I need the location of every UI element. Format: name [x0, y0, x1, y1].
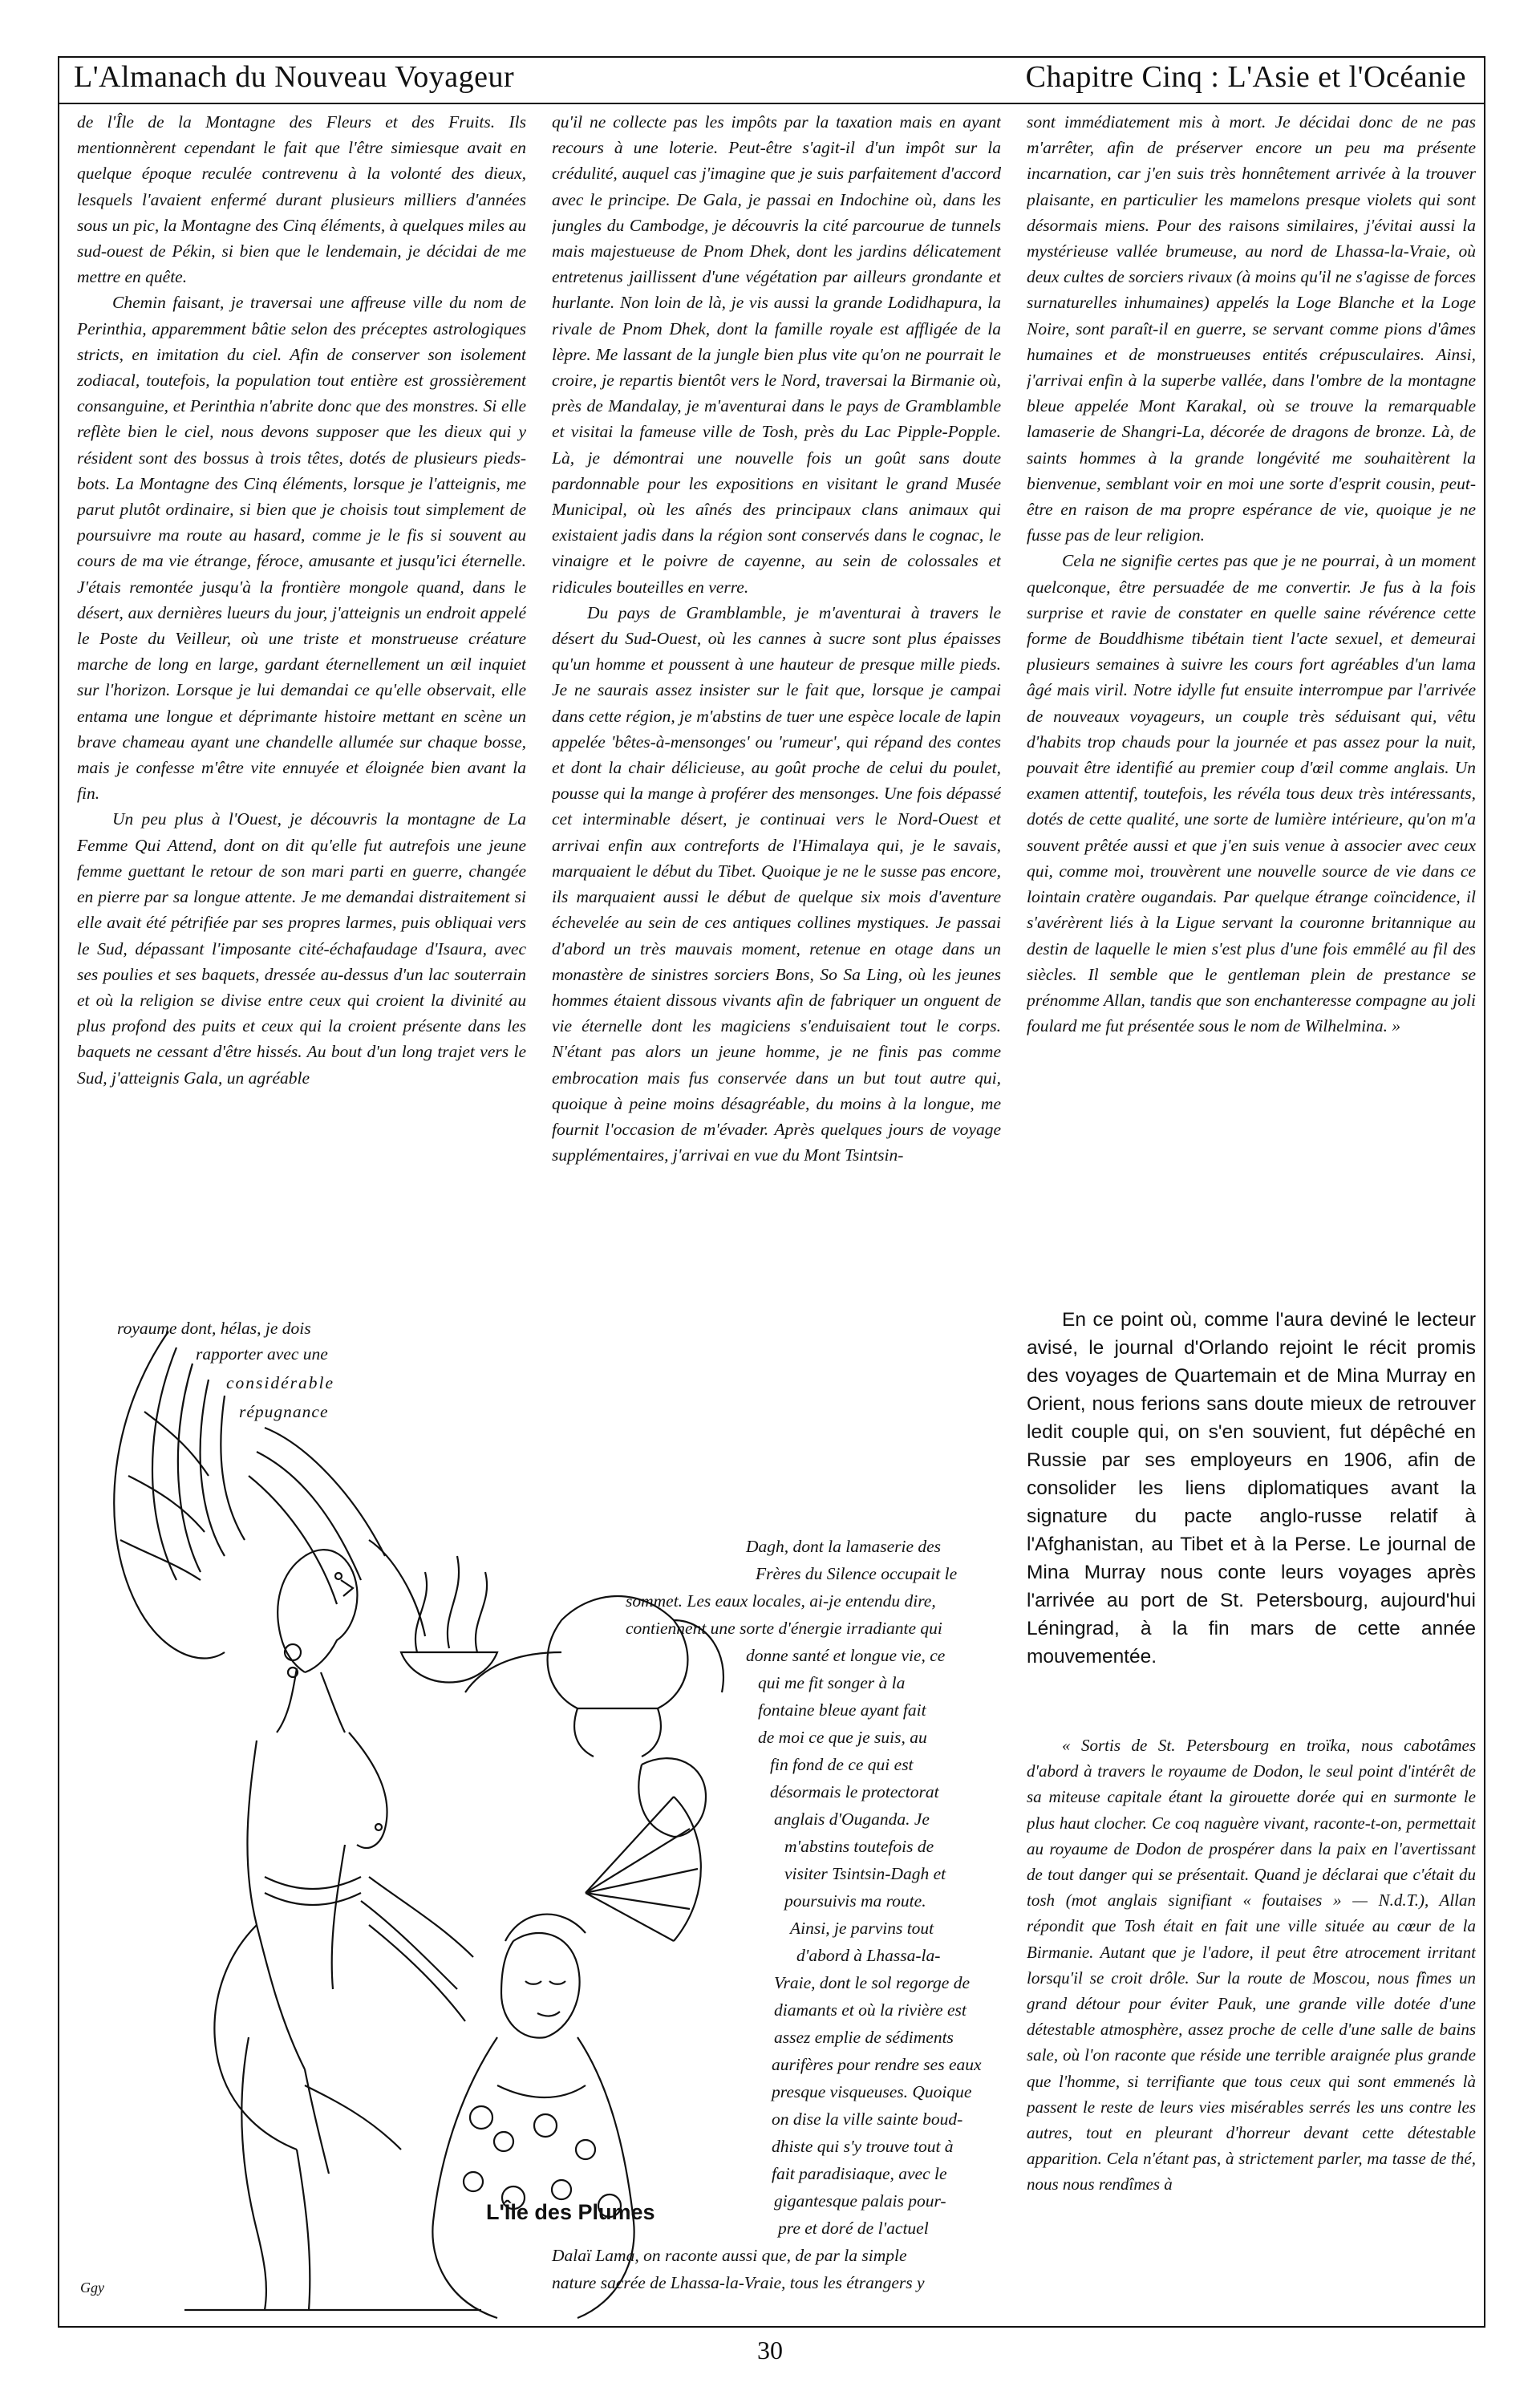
wrap-line: aurifères pour rendre ses eaux [772, 2055, 982, 2074]
paragraph-upright: En ce point où, comme l'aura deviné le lecteur avisé, le journal d'Orlando rejoint le récit promis des voyages de Quartemain et de Mina Murray en Orient, nous ferions sans doute mieux de retrouver ledit couple qui, on s'en souvient, fut dépêché en Russie par ses employeurs en 1906, afin de consolider les liens diplomatiques avant la signature du pacte anglo-russe relatif à l'Afghanistan, au Tibet et à la Perse. Le journal de Mina Murray nous conte leurs voyages après l'arrivée au port de St. Petersbourg, aujourd'hui Léningrad, à la fin mars de cette année mouvementée. [1027, 1309, 1476, 1668]
wrap-line: contiennent une sorte d'énergie irradiante qui [626, 1619, 942, 1638]
header-rule [58, 103, 1485, 104]
wrap-line: poursuivis ma route. [784, 1891, 926, 1911]
paragraph: sont immédiatement mis à mort. Je décidai donc de ne pas m'arrêter, afin de préserver encore un peu ma présente incarnation, car j'en suis très honnêtement arrivée à la trouver plaisante, en particulier les mamelons presque violets qui sont désormais miens. Pour des raisons similaires, j'évitai aussi la mystérieuse vallée brumeuse, au nord de Lhassa-la-Vraie, où deux cultes de sorciers rivaux (à moins qu'il ne s'agisse de forces surnaturelles inhumaines) appelés la Loge Blanche et la Loge Noire, sont paraît-il en guerre, se servant comme pions d'âmes humaines et de monstrueuses entités crépusculaires. Ainsi, j'arrivai enfin à la superbe vallée, dans l'ombre de la montagne bleue appelée Mont Karakal, où se trouve la remarquable lamaserie de Shangri-La, décorée de dragons de bronze. Là, de saints hommes à la grande longévité me souhaitèrent la bienvenue, semblant voir en moi une sorte d'esprit cousin, peut-être en raison de ma propre espérance de vie, quoique je ne fusse pas de leur religion. [1027, 112, 1476, 545]
wrap-line: d'abord à Lhassa-la- [796, 1946, 941, 1965]
wrap-line: de moi ce que je suis, au [758, 1728, 927, 1747]
paragraph: de l'Île de la Montagne des Fleurs et des Fruits. Ils mentionnèrent cependant le fait que l'être simiesque avait en quelque époque reculée contrevenu à la volonté des dieux, lesquels l'avaient enfermé durant plusieurs milliers d'années sous un pic, la Montagne des Cinq éléments, à quelques miles au sud-ouest de Pékin, si bien que le lendemain, je décidai de me mettre en quête. [77, 112, 526, 287]
running-header [74, 58, 1466, 103]
wrap-line: fin fond de ce qui est [770, 1755, 914, 1774]
wrap-line: nature sacrée de Lhassa-la-Vraie, tous les étrangers y [552, 2273, 925, 2292]
column-1 [77, 109, 526, 1328]
wrap-line: Frères du Silence occupait le [756, 1564, 958, 1583]
wrap-line: répugnance [239, 1402, 329, 1421]
wrap-line: qui me fit songer à la [758, 1673, 906, 1692]
illustration-ile-des-plumes [64, 1315, 786, 2326]
wrap-line: gigantesque palais pour- [774, 2191, 946, 2211]
artist-signature: Ggy [80, 2280, 104, 2296]
wrap-line: Dalaï Lama, on raconte aussi que, de par la simple [552, 2246, 907, 2265]
paragraph: Du pays de Gramblamble, je m'aventurai à travers le désert du Sud-Ouest, où les cannes à sucre sont plus épaisses qu'un homme et poussent à une hauteur de presque mille pieds. Je ne saurais assez insister sur le fait que, lorsque je campai dans cette région, je m'abstins de tuer une espèce locale de lapin appelée 'bêtes-à-mensonges' ou 'rumeur', qui répand des contes et dont la chair délicieuse, au goût proche de celui du poulet, pousse qui la mange à proférer des mensonges. Une fois dépassé cet interminable désert, je continuai vers le Nord-Ouest et arrivai enfin aux contreforts de l'Himalaya qui, je le savais, marquaient le début du Tibet. Quoique je ne le susse pas encore, ils marquaient aussi le début de quelque six mois d'aventure échevelée au sein de ces antiques collines mystiques. Je passai d'abord un très mauvais moment, retenue en otage dans un monastère de sinistres sorciers Bons, So Sa Ling, où les jeunes hommes étaient dissous vivants afin de fabriquer un onguent de vie éternelle dont les magiciens s'enduisaient tout le corps. N'étant pas alors un jeune homme, je ne finis pas comme embrocation mais fus conservée dans un but tout autre qui, quoique à peine moins désagréable, du moins à la longue, me fournit l'occasion de m'évader. Après quelques jours de voyage supplémentaires, j'arrivai en vue du Mont Tsintsin- [552, 602, 1001, 1165]
header-chapter-title: Chapitre Cinq : L'Asie et l'Océanie [1025, 60, 1466, 94]
paragraph: qu'il ne collecte pas les impôts par la taxation mais en ayant recours à une loterie. Peut-être s'agit-il d'un impôt sur la crédulité, auquel cas j'imagine que je suis parfaitement d'accord avec le principe. De Gala, je passai en Indochine où, dans les jungles du Cambodge, je découvris la cité parcourue de tunnels mais majestueuse de Pnom Dhek, dont les jardins délicatement entretenus jaillissent d'une végétation par ailleurs grondante et hurlante. Non loin de là, je vis aussi la grande Lodidhapura, la rivale de Pnom Dhek, dont la famille royale est affligée de la lèpre. Me lassant de la jungle bien plus vite qu'on ne pourrait le croire, je repartis bientôt vers le Nord, traversai la Birmanie où, près de Mandalay, je m'aventurai dans le pays de Gramblamble et visitai la fameuse ville de Tosh, près du Lac Pipple-Popple. Là, je démontrai une nouvelle fois un goût sans doute pardonnable pour les expositions en visitant le grand Musée Municipal, où les aînés des principaux clans animaux qui existaient jadis dans la région sont conservés dans le cognac, le vinaigre et le poivre de cayenne, au sein de colossales et ridicules bouteilles en verre. [552, 112, 1001, 597]
column-3 [1027, 109, 1476, 1300]
wrap-line: fontaine bleue ayant fait [758, 1700, 926, 1720]
wrap-line: diamants et où la rivière est [774, 2000, 967, 2020]
paragraph: Chemin faisant, je traversai une affreuse ville du nom de Perinthia, apparemment bâtie selon des préceptes astrologiques stricts, en imitation du ciel. Afin de conserver son isolement zodiacal, toutefois, la population tout entière est grossièrement consanguine, et Perinthia n'abrite donc que des monstres. Si elle reflète bien le ciel, nous devons supposer que les dieux qui y résident sont des bossus à trois têtes, dotés de plusieurs pieds-bots. La Montagne des Cinq éléments, lorsque je l'atteignis, me parut plutôt ordinaire, si bien que je choisis tout simplement de poursuivre ma route au hasard, comme je le fis si souvent au cours de ma vie étrange, féroce, amusante et jusqu'ici éternelle. J'étais remontée jusqu'à la frontière mongole quand, dans le désert, aux dernières lueurs du jour, j'atteignis un endroit appelé le Poste du Veilleur, où une triste et monstrueuse créature marche de long en large, gardant éternellement un œil inquiet sur l'horizon. Lorsque je lui demandai ce qu'elle observait, elle entama une longue et déprimante histoire mettant en scène un brave chameau ayant une chandelle allumée sur chaque bosse, mais je confesse m'être vite ennuyée et éloignée bien avant la fin. [77, 293, 526, 804]
column-2 [552, 109, 1001, 1525]
wrap-line: m'abstins toutefois de [784, 1837, 934, 1856]
wrap-line: dhiste qui s'y trouve tout à [772, 2137, 954, 2156]
wrap-line: presque visqueuses. Quoique [772, 2082, 972, 2101]
wrap-line: on dise la ville sainte boud- [772, 2109, 963, 2129]
header-book-title: L'Almanach du Nouveau Voyageur [74, 60, 515, 94]
wrap-line: pre et doré de l'actuel [778, 2219, 929, 2238]
wrap-line: anglais d'Ouganda. Je [774, 1809, 930, 1829]
wrap-line: Vraie, dont le sol regorge de [774, 1973, 971, 1992]
wrap-line: Dagh, dont la lamaserie des [746, 1537, 942, 1556]
paragraph: Un peu plus à l'Ouest, je découvris la montagne de La Femme Qui Attend, dont on dit qu'elle fut autrefois une jeune femme guettant le retour de son mari parti en guerre, changée en pierre par sa longue attente. Je me demandai distraitement si elle avait été pétrifiée par ses propres larmes, puis obliquai vers le Sud, dépassant l'imposante cité-échafaudage d'Isaura, avec ses poulies et ses baquets, dressée au-dessus d'un lac souterrain et où la religion se divise entre ceux qui croient la divinité au plus profond des puits et ceux qui la croient présente dans les baquets ne cessant d'être hissés. Au bout d'un long trajet vers le Sud, j'atteignis Gala, un agréable [77, 809, 526, 1088]
paragraph: Cela ne signifie certes pas que je ne pourrai, à un moment quelconque, être persuadée de me convertir. Je fus à la fois surprise et ravie de constater en quelle saine révérence cette forme de Bouddhisme tibétain tient l'acte sexuel, et demeurai plusieurs semaines à suivre les cours fort agréables d'un lama âgé mais viril. Notre idylle fut ensuite interrompue par l'arrivée de nouveaux voyageurs, un couple très séduisant qui, vêtu d'habits trop chauds pour la journée et pas assez pour la nuit, pouvait être identifié au premier coup d'œil comme anglais. Un examen attentif, toutefois, les révéla tous deux très intéressants, dotés de cette qualité, une sorte de lumière intérieure, qu'on m'a souvent prêtée aussi et que j'en suis venue à associer avec ceux qui, comme moi, trouvèrent une nouvelle source de vie dans ce lointain cratère ougandais. Par quelque étrange coïncidence, il s'avérèrent liés à la Ligue servant la couronne britannique au destin de laquelle le mien s'est plus d'une fois emmêlé au fil des siècles. Il semble que le gentleman plein de prestance se prénomme Allan, tandis que son enchanteresse compagne au joli foulard me fut présentée sous le nom de Wilhelmina. » [1027, 551, 1476, 1036]
wrap-line: considérable [226, 1373, 335, 1392]
wrap-line: donne santé et longue vie, ce [746, 1646, 946, 1665]
wrap-line: assez emplie de sédiments [774, 2028, 954, 2047]
wrap-line: rapporter avec une [196, 1344, 328, 1364]
wrap-line: royaume dont, hélas, je dois [117, 1319, 311, 1338]
wrap-line: sommet. Les eaux locales, ai-je entendu dire, [626, 1591, 936, 1611]
wrap-line: visiter Tsintsin-Dagh et [784, 1864, 946, 1883]
page-number: 30 [757, 2336, 783, 2365]
wrap-line: désormais le protectorat [770, 1782, 939, 1801]
paragraph: « Sortis de St. Petersbourg en troïka, nous cabotâmes d'abord à travers le royaume de Dodon, le seul point d'intérêt de sa miteuse capitale étant la girouette dorée qui en surmonte le plus haut clocher. Ce coq naguère vivant, raconte-t-on, permettait au royaume de Dodon de prospérer dans la paix en l'avertissant de tout danger qui se présentait. Quand je déclarai que c'était du tosh (mot anglais signifiant « foutaises » — N.d.T.), Allan répondit que Tosh était en fait une ville située au cœur de la Birmanie. Autant que je l'adore, il peut être atrocement irritant lorsqu'il se croit drôle. Sur la route de Moscou, nous fîmes un grand détour pour éviter Pauk, une grande ville dotée d'une détestable atmosphère, assez proche de celle d'une salle de bains sale, où l'on raconte que réside une terrible araignée plus grande que l'homme, si terrifiante que tous ceux qui sont emmenés là passent le reste de leurs vies misérables serrés les uns contre les autres, tout en pleurant d'horreur devant cette détestable apparition. Cela n'étant pas, à strictement parler, ma tasse de thé, nous nous rendîmes à [1027, 1736, 1476, 2194]
wrap-line: Ainsi, je parvins tout [790, 1919, 934, 1938]
illustration-caption: L'Île des Plumes [486, 2200, 655, 2224]
wrap-line: fait paradisiaque, avec le [772, 2164, 947, 2183]
